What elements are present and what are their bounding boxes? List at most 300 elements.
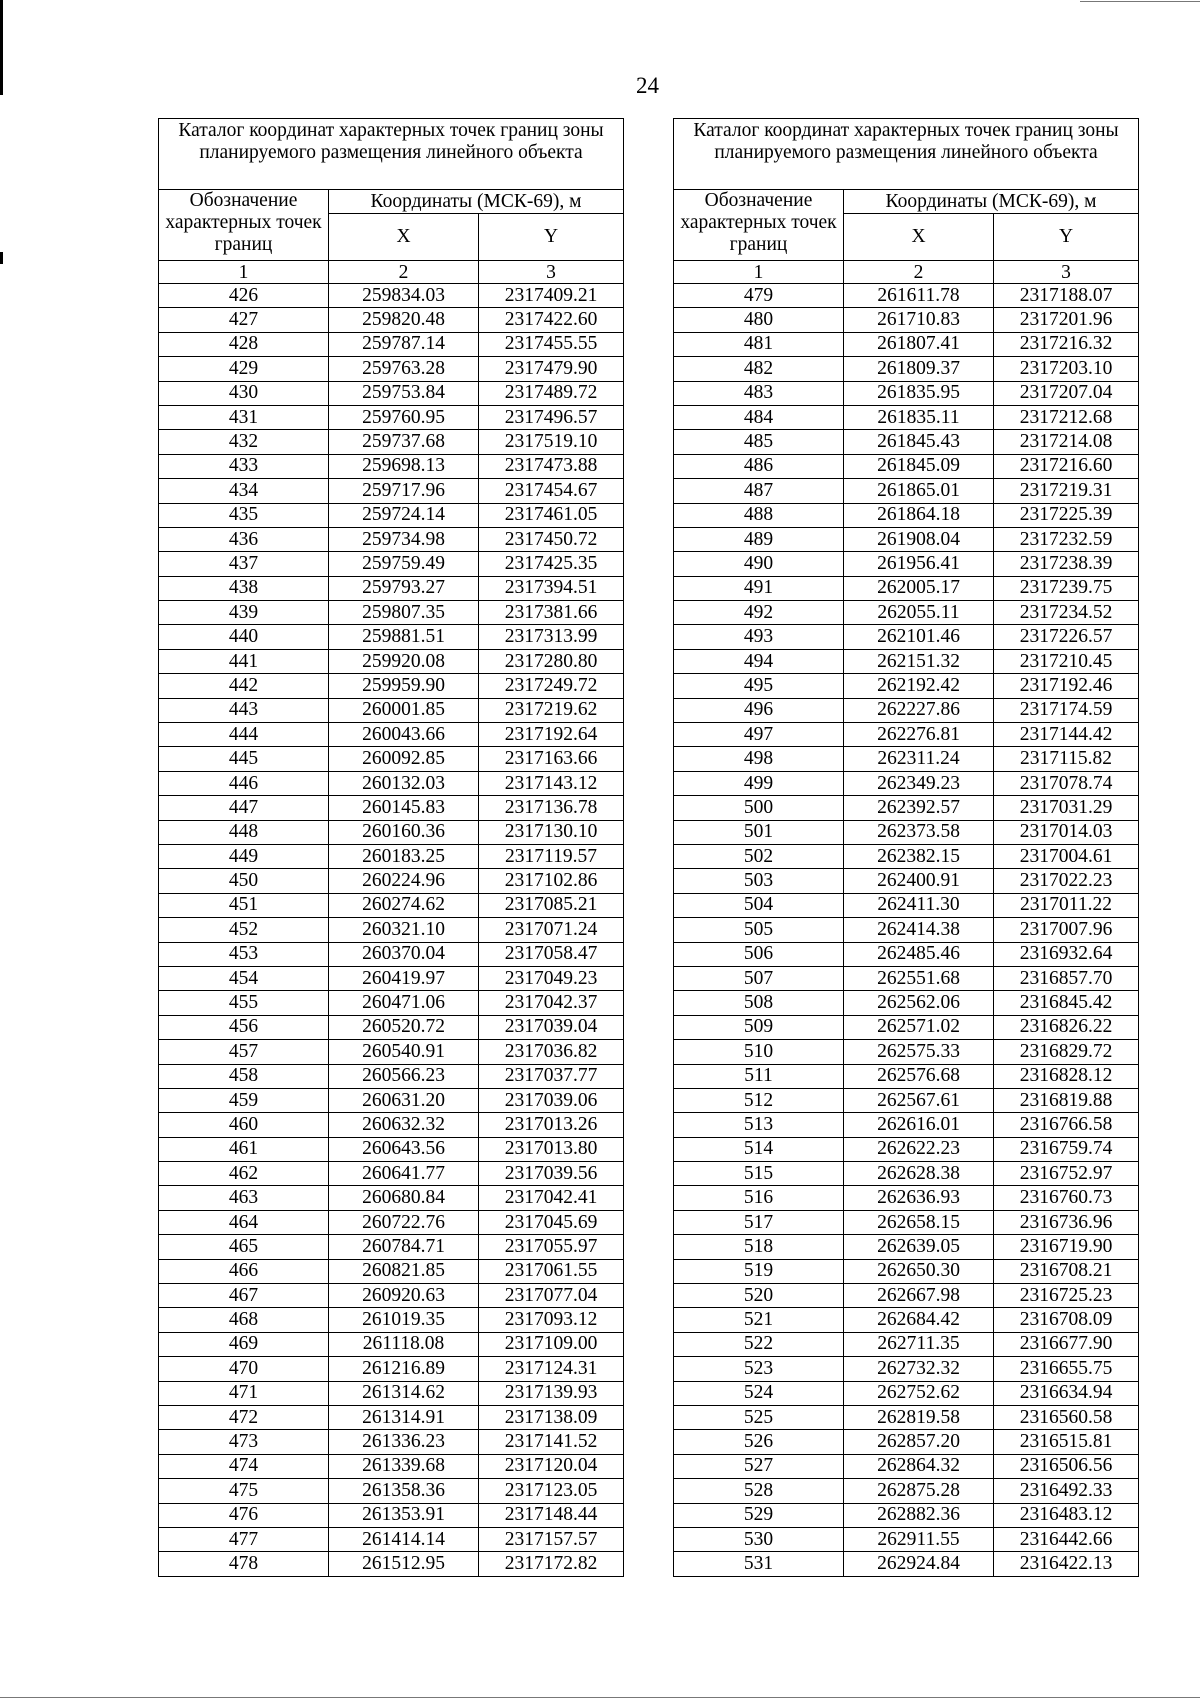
point-number-cell: 497 xyxy=(674,723,844,747)
x-coordinate-cell: 262667.98 xyxy=(844,1284,994,1308)
table-row xyxy=(674,1308,1139,1332)
table-row xyxy=(674,1064,1139,1088)
y-coordinate-cell: 2317519.10 xyxy=(479,430,624,454)
point-number-cell: 472 xyxy=(159,1405,329,1429)
y-coordinate-cell: 2317234.52 xyxy=(994,601,1139,625)
point-number-cell: 476 xyxy=(159,1503,329,1527)
x-coordinate-cell: 260160.36 xyxy=(329,820,479,844)
point-number-cell: 463 xyxy=(159,1186,329,1210)
table-row xyxy=(674,625,1139,649)
y-coordinate-cell: 2317004.61 xyxy=(994,844,1139,868)
x-coordinate-cell: 260419.97 xyxy=(329,966,479,990)
y-coordinate-cell: 2317157.57 xyxy=(479,1527,624,1551)
table-row xyxy=(674,1162,1139,1186)
page-number: 24 xyxy=(636,73,659,98)
x-coordinate-cell: 261807.41 xyxy=(844,332,994,356)
y-coordinate-cell: 2317022.23 xyxy=(994,869,1139,893)
point-number-cell: 452 xyxy=(159,918,329,942)
x-coordinate-cell: 259959.90 xyxy=(329,674,479,698)
x-coordinate-cell: 262373.58 xyxy=(844,820,994,844)
point-number-cell: 434 xyxy=(159,479,329,503)
table-row xyxy=(674,527,1139,551)
table-row xyxy=(159,576,624,600)
column-number: 1 xyxy=(674,261,844,284)
point-number-cell: 493 xyxy=(674,625,844,649)
table-row xyxy=(159,1015,624,1039)
column-number: 1 xyxy=(159,261,329,284)
point-number-cell: 432 xyxy=(159,430,329,454)
x-coordinate-cell: 262658.15 xyxy=(844,1210,994,1234)
point-number-cell: 502 xyxy=(674,844,844,868)
x-coordinate-cell: 260920.63 xyxy=(329,1284,479,1308)
point-number-cell: 458 xyxy=(159,1064,329,1088)
table-row xyxy=(674,503,1139,527)
x-coordinate-cell: 262005.17 xyxy=(844,576,994,600)
y-coordinate-cell: 2317109.00 xyxy=(479,1332,624,1356)
y-coordinate-cell: 2316719.90 xyxy=(994,1235,1139,1259)
table-row xyxy=(674,893,1139,917)
x-coordinate-cell: 261358.36 xyxy=(329,1479,479,1503)
x-coordinate-cell: 262485.46 xyxy=(844,942,994,966)
y-coordinate-cell: 2316492.33 xyxy=(994,1479,1139,1503)
scan-rule-mark xyxy=(0,1697,1200,1698)
table-row xyxy=(159,1454,624,1478)
point-number-cell: 430 xyxy=(159,381,329,405)
table-row xyxy=(159,1162,624,1186)
y-coordinate-cell: 2317280.80 xyxy=(479,649,624,673)
point-number-cell: 504 xyxy=(674,893,844,917)
point-number-cell: 529 xyxy=(674,1503,844,1527)
point-number-cell: 495 xyxy=(674,674,844,698)
y-coordinate-cell: 2317115.82 xyxy=(994,747,1139,771)
x-coordinate-cell: 260520.72 xyxy=(329,1015,479,1039)
x-coordinate-cell: 260680.84 xyxy=(329,1186,479,1210)
point-number-cell: 496 xyxy=(674,698,844,722)
table-row xyxy=(159,966,624,990)
x-coordinate-cell: 259820.48 xyxy=(329,308,479,332)
x-coordinate-cell: 260224.96 xyxy=(329,869,479,893)
x-coordinate-cell: 262575.33 xyxy=(844,1040,994,1064)
point-number-cell: 522 xyxy=(674,1332,844,1356)
x-coordinate-cell: 262628.38 xyxy=(844,1162,994,1186)
table-row xyxy=(674,820,1139,844)
point-number-cell: 479 xyxy=(674,284,844,308)
y-coordinate-cell: 2317124.31 xyxy=(479,1357,624,1381)
table-row xyxy=(159,552,624,576)
table-row xyxy=(674,601,1139,625)
y-coordinate-cell: 2316725.23 xyxy=(994,1284,1139,1308)
table-row xyxy=(674,405,1139,429)
point-number-cell: 500 xyxy=(674,796,844,820)
y-coordinate-cell: 2317188.07 xyxy=(994,284,1139,308)
y-coordinate-cell: 2317172.82 xyxy=(479,1552,624,1576)
table-row xyxy=(159,1088,624,1112)
table-row xyxy=(159,869,624,893)
y-coordinate-cell: 2317232.59 xyxy=(994,527,1139,551)
x-coordinate-cell: 259753.84 xyxy=(329,381,479,405)
x-coordinate-cell: 260001.85 xyxy=(329,698,479,722)
table-row xyxy=(674,1405,1139,1429)
x-coordinate-cell: 260784.71 xyxy=(329,1235,479,1259)
point-number-cell: 455 xyxy=(159,991,329,1015)
point-number-cell: 436 xyxy=(159,527,329,551)
point-number-cell: 499 xyxy=(674,771,844,795)
y-coordinate-cell: 2316422.13 xyxy=(994,1552,1139,1576)
x-coordinate-cell: 262414.38 xyxy=(844,918,994,942)
y-coordinate-cell: 2317045.69 xyxy=(479,1210,624,1234)
table-row xyxy=(159,625,624,649)
table-row xyxy=(159,918,624,942)
x-coordinate-cell: 262055.11 xyxy=(844,601,994,625)
y-coordinate-cell: 2317042.37 xyxy=(479,991,624,1015)
column-number: 3 xyxy=(994,261,1139,284)
table-row xyxy=(159,308,624,332)
x-coordinate-cell: 262650.30 xyxy=(844,1259,994,1283)
y-coordinate-cell: 2316819.88 xyxy=(994,1088,1139,1112)
point-number-cell: 462 xyxy=(159,1162,329,1186)
y-coordinate-cell: 2317039.56 xyxy=(479,1162,624,1186)
x-coordinate-cell: 262151.32 xyxy=(844,649,994,673)
x-coordinate-cell: 262616.01 xyxy=(844,1113,994,1137)
y-coordinate-cell: 2317139.93 xyxy=(479,1381,624,1405)
x-coordinate-cell: 260132.03 xyxy=(329,771,479,795)
y-coordinate-cell: 2316845.42 xyxy=(994,991,1139,1015)
point-number-cell: 439 xyxy=(159,601,329,625)
coordinate-catalog-table xyxy=(673,118,1139,1577)
x-coordinate-cell: 262311.24 xyxy=(844,747,994,771)
y-coordinate-cell: 2317313.99 xyxy=(479,625,624,649)
point-number-cell: 450 xyxy=(159,869,329,893)
x-coordinate-cell: 261216.89 xyxy=(329,1357,479,1381)
x-coordinate-cell: 261019.35 xyxy=(329,1308,479,1332)
table-row xyxy=(674,479,1139,503)
table-row xyxy=(674,1259,1139,1283)
y-coordinate-cell: 2317141.52 xyxy=(479,1430,624,1454)
y-coordinate-cell: 2316760.73 xyxy=(994,1186,1139,1210)
y-coordinate-cell: 2316506.56 xyxy=(994,1454,1139,1478)
point-number-cell: 491 xyxy=(674,576,844,600)
point-number-cell: 513 xyxy=(674,1113,844,1137)
table-row xyxy=(159,1332,624,1356)
y-coordinate-cell: 2317219.31 xyxy=(994,479,1139,503)
y-coordinate-cell: 2317212.68 xyxy=(994,405,1139,429)
x-coordinate-cell: 260641.77 xyxy=(329,1162,479,1186)
point-number-cell: 473 xyxy=(159,1430,329,1454)
x-coordinate-cell: 261512.95 xyxy=(329,1552,479,1576)
x-coordinate-cell: 261414.14 xyxy=(329,1527,479,1551)
table-row xyxy=(159,1527,624,1551)
table-row xyxy=(159,1113,624,1137)
y-coordinate-cell: 2316932.64 xyxy=(994,942,1139,966)
x-coordinate-cell: 262571.02 xyxy=(844,1015,994,1039)
x-coordinate-cell: 261864.18 xyxy=(844,503,994,527)
y-coordinate-cell: 2316483.12 xyxy=(994,1503,1139,1527)
y-coordinate-cell: 2316515.81 xyxy=(994,1430,1139,1454)
y-coordinate-cell: 2317479.90 xyxy=(479,357,624,381)
point-number-cell: 453 xyxy=(159,942,329,966)
table-row xyxy=(674,284,1139,308)
table-row xyxy=(159,942,624,966)
point-number-cell: 488 xyxy=(674,503,844,527)
point-number-cell: 511 xyxy=(674,1064,844,1088)
y-coordinate-cell: 2316828.12 xyxy=(994,1064,1139,1088)
y-coordinate-cell: 2317192.64 xyxy=(479,723,624,747)
point-number-cell: 512 xyxy=(674,1088,844,1112)
table-row xyxy=(674,332,1139,356)
table-row xyxy=(159,479,624,503)
x-coordinate-cell: 261835.11 xyxy=(844,405,994,429)
point-number-cell: 431 xyxy=(159,405,329,429)
table-row xyxy=(159,1405,624,1429)
point-number-cell: 440 xyxy=(159,625,329,649)
y-coordinate-cell: 2317037.77 xyxy=(479,1064,624,1088)
point-number-cell: 465 xyxy=(159,1235,329,1259)
x-coordinate-cell: 262819.58 xyxy=(844,1405,994,1429)
table-row xyxy=(159,405,624,429)
y-coordinate-cell: 2317163.66 xyxy=(479,747,624,771)
x-coordinate-cell: 262192.42 xyxy=(844,674,994,698)
point-number-cell: 489 xyxy=(674,527,844,551)
y-coordinate-cell: 2317120.04 xyxy=(479,1454,624,1478)
x-coordinate-cell: 261809.37 xyxy=(844,357,994,381)
point-number-cell: 429 xyxy=(159,357,329,381)
y-coordinate-cell: 2317219.62 xyxy=(479,698,624,722)
y-coordinate-cell: 2316826.22 xyxy=(994,1015,1139,1039)
table-row xyxy=(674,1284,1139,1308)
point-number-cell: 454 xyxy=(159,966,329,990)
y-coordinate-cell: 2317425.35 xyxy=(479,552,624,576)
table-row xyxy=(159,1430,624,1454)
point-number-cell: 514 xyxy=(674,1137,844,1161)
point-number-cell: 468 xyxy=(159,1308,329,1332)
table-row xyxy=(159,381,624,405)
x-coordinate-cell: 259759.49 xyxy=(329,552,479,576)
y-coordinate-cell: 2317216.32 xyxy=(994,332,1139,356)
x-coordinate-cell: 259793.27 xyxy=(329,576,479,600)
x-coordinate-cell: 260092.85 xyxy=(329,747,479,771)
table-row xyxy=(159,1259,624,1283)
header-coordinates: Координаты (МСК-69), м xyxy=(844,190,1139,214)
y-coordinate-cell: 2316857.70 xyxy=(994,966,1139,990)
point-number-cell: 459 xyxy=(159,1088,329,1112)
y-coordinate-cell: 2316708.21 xyxy=(994,1259,1139,1283)
point-number-cell: 484 xyxy=(674,405,844,429)
point-number-cell: 531 xyxy=(674,1552,844,1576)
point-number-cell: 441 xyxy=(159,649,329,673)
point-number-cell: 501 xyxy=(674,820,844,844)
x-coordinate-cell: 261314.91 xyxy=(329,1405,479,1429)
point-number-cell: 449 xyxy=(159,844,329,868)
catalog-title: Каталог координат характерных точек границ зоны планируемого размещения линейного объекта xyxy=(159,119,624,190)
y-coordinate-cell: 2317174.59 xyxy=(994,698,1139,722)
table-row xyxy=(674,771,1139,795)
table-row xyxy=(159,893,624,917)
table-row xyxy=(159,1235,624,1259)
y-coordinate-cell: 2317239.75 xyxy=(994,576,1139,600)
x-coordinate-cell: 262227.86 xyxy=(844,698,994,722)
y-coordinate-cell: 2317216.60 xyxy=(994,454,1139,478)
table-row xyxy=(674,1527,1139,1551)
x-coordinate-cell: 260370.04 xyxy=(329,942,479,966)
point-number-cell: 517 xyxy=(674,1210,844,1234)
x-coordinate-cell: 259834.03 xyxy=(329,284,479,308)
table-row xyxy=(159,796,624,820)
point-number-cell: 525 xyxy=(674,1405,844,1429)
y-coordinate-cell: 2317450.72 xyxy=(479,527,624,551)
header-x: X xyxy=(329,214,479,261)
x-coordinate-cell: 259787.14 xyxy=(329,332,479,356)
x-coordinate-cell: 260643.56 xyxy=(329,1137,479,1161)
x-coordinate-cell: 262711.35 xyxy=(844,1332,994,1356)
point-number-cell: 524 xyxy=(674,1381,844,1405)
point-number-cell: 485 xyxy=(674,430,844,454)
table-row xyxy=(674,1430,1139,1454)
y-coordinate-cell: 2317085.21 xyxy=(479,893,624,917)
table-row xyxy=(674,454,1139,478)
point-number-cell: 486 xyxy=(674,454,844,478)
point-number-cell: 523 xyxy=(674,1357,844,1381)
x-coordinate-cell: 262636.93 xyxy=(844,1186,994,1210)
table-row xyxy=(159,601,624,625)
y-coordinate-cell: 2317496.57 xyxy=(479,405,624,429)
x-coordinate-cell: 262349.23 xyxy=(844,771,994,795)
point-number-cell: 460 xyxy=(159,1113,329,1137)
x-coordinate-cell: 261865.01 xyxy=(844,479,994,503)
point-number-cell: 519 xyxy=(674,1259,844,1283)
point-number-cell: 480 xyxy=(674,308,844,332)
y-coordinate-cell: 2317014.03 xyxy=(994,820,1139,844)
table-row xyxy=(159,357,624,381)
point-number-cell: 518 xyxy=(674,1235,844,1259)
x-coordinate-cell: 260183.25 xyxy=(329,844,479,868)
x-coordinate-cell: 262882.36 xyxy=(844,1503,994,1527)
table-row xyxy=(674,674,1139,698)
table-row xyxy=(159,1479,624,1503)
table-row xyxy=(159,454,624,478)
y-coordinate-cell: 2317210.45 xyxy=(994,649,1139,673)
table-row xyxy=(159,1503,624,1527)
y-coordinate-cell: 2317238.39 xyxy=(994,552,1139,576)
y-coordinate-cell: 2316759.74 xyxy=(994,1137,1139,1161)
table-row xyxy=(674,1552,1139,1576)
x-coordinate-cell: 261956.41 xyxy=(844,552,994,576)
point-number-cell: 520 xyxy=(674,1284,844,1308)
table-row xyxy=(674,430,1139,454)
point-number-cell: 461 xyxy=(159,1137,329,1161)
x-coordinate-cell: 261336.23 xyxy=(329,1430,479,1454)
y-coordinate-cell: 2316708.09 xyxy=(994,1308,1139,1332)
table-row xyxy=(159,820,624,844)
y-coordinate-cell: 2317473.88 xyxy=(479,454,624,478)
y-coordinate-cell: 2317144.42 xyxy=(994,723,1139,747)
point-number-cell: 492 xyxy=(674,601,844,625)
y-coordinate-cell: 2317489.72 xyxy=(479,381,624,405)
column-number: 2 xyxy=(329,261,479,284)
table-row xyxy=(674,1503,1139,1527)
table-row xyxy=(159,1064,624,1088)
x-coordinate-cell: 259734.98 xyxy=(329,527,479,551)
x-coordinate-cell: 261353.91 xyxy=(329,1503,479,1527)
table-row xyxy=(159,1210,624,1234)
x-coordinate-cell: 262101.46 xyxy=(844,625,994,649)
table-row xyxy=(674,1479,1139,1503)
table-row xyxy=(159,1186,624,1210)
y-coordinate-cell: 2317249.72 xyxy=(479,674,624,698)
x-coordinate-cell: 260274.62 xyxy=(329,893,479,917)
point-number-cell: 490 xyxy=(674,552,844,576)
x-coordinate-cell: 262392.57 xyxy=(844,796,994,820)
y-coordinate-cell: 2317123.05 xyxy=(479,1479,624,1503)
x-coordinate-cell: 259763.28 xyxy=(329,357,479,381)
y-coordinate-cell: 2317381.66 xyxy=(479,601,624,625)
point-number-cell: 508 xyxy=(674,991,844,1015)
table-row xyxy=(159,284,624,308)
point-number-cell: 451 xyxy=(159,893,329,917)
x-coordinate-cell: 262567.61 xyxy=(844,1088,994,1112)
table-row xyxy=(674,698,1139,722)
y-coordinate-cell: 2317394.51 xyxy=(479,576,624,600)
y-coordinate-cell: 2317455.55 xyxy=(479,332,624,356)
y-coordinate-cell: 2317138.09 xyxy=(479,1405,624,1429)
point-number-cell: 469 xyxy=(159,1332,329,1356)
table-row xyxy=(674,1454,1139,1478)
y-coordinate-cell: 2317119.57 xyxy=(479,844,624,868)
table-row xyxy=(159,1308,624,1332)
table-row xyxy=(674,1137,1139,1161)
y-coordinate-cell: 2317093.12 xyxy=(479,1308,624,1332)
x-coordinate-cell: 261835.95 xyxy=(844,381,994,405)
x-coordinate-cell: 262924.84 xyxy=(844,1552,994,1576)
y-coordinate-cell: 2316829.72 xyxy=(994,1040,1139,1064)
y-coordinate-cell: 2317007.96 xyxy=(994,918,1139,942)
point-number-cell: 510 xyxy=(674,1040,844,1064)
table-row xyxy=(674,357,1139,381)
table-row xyxy=(674,747,1139,771)
table-body xyxy=(159,284,624,1577)
point-number-cell: 483 xyxy=(674,381,844,405)
y-coordinate-cell: 2317055.97 xyxy=(479,1235,624,1259)
table-row xyxy=(674,1015,1139,1039)
x-coordinate-cell: 262551.68 xyxy=(844,966,994,990)
table-row xyxy=(159,649,624,673)
table-row xyxy=(674,381,1139,405)
x-coordinate-cell: 262400.91 xyxy=(844,869,994,893)
point-number-cell: 527 xyxy=(674,1454,844,1478)
x-coordinate-cell: 262562.06 xyxy=(844,991,994,1015)
x-coordinate-cell: 261845.43 xyxy=(844,430,994,454)
point-number-cell: 426 xyxy=(159,284,329,308)
x-coordinate-cell: 260471.06 xyxy=(329,991,479,1015)
point-number-cell: 467 xyxy=(159,1284,329,1308)
point-number-cell: 442 xyxy=(159,674,329,698)
table-row xyxy=(674,918,1139,942)
y-coordinate-cell: 2317013.26 xyxy=(479,1113,624,1137)
table-row xyxy=(159,1552,624,1576)
point-number-cell: 481 xyxy=(674,332,844,356)
x-coordinate-cell: 262864.32 xyxy=(844,1454,994,1478)
table-row xyxy=(674,552,1139,576)
x-coordinate-cell: 262857.20 xyxy=(844,1430,994,1454)
point-number-cell: 507 xyxy=(674,966,844,990)
point-number-cell: 464 xyxy=(159,1210,329,1234)
y-coordinate-cell: 2317136.78 xyxy=(479,796,624,820)
table-row xyxy=(159,503,624,527)
point-number-cell: 470 xyxy=(159,1357,329,1381)
table-body xyxy=(674,284,1139,1577)
x-coordinate-cell: 262684.42 xyxy=(844,1308,994,1332)
point-number-cell: 437 xyxy=(159,552,329,576)
table-row xyxy=(674,966,1139,990)
